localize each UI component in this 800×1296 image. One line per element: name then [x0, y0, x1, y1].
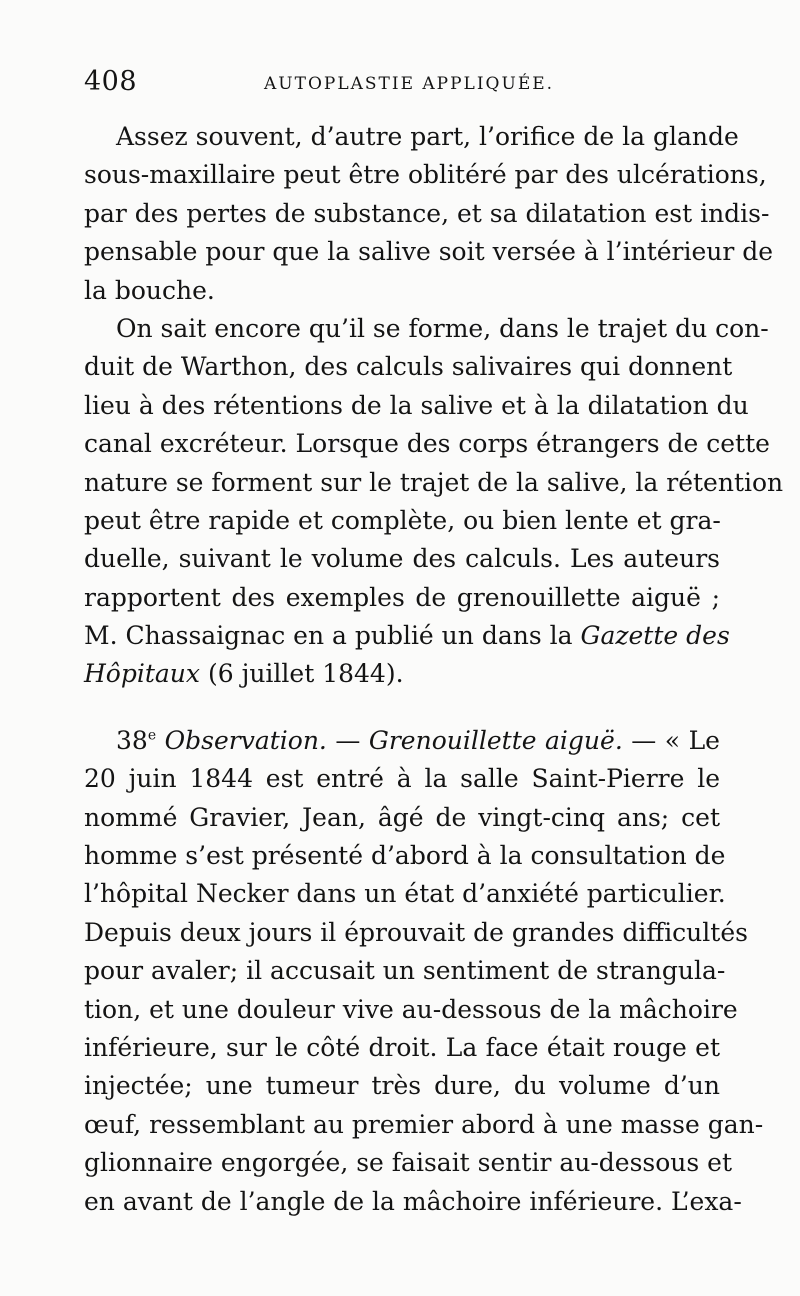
- observation-title: Observation.: [164, 725, 327, 755]
- observation-number: 38: [116, 725, 148, 755]
- observation-heading: [84, 722, 720, 760]
- text-segment: M. Chassaignac en a publié un dans la: [84, 621, 581, 651]
- paragraph-orifice: [84, 118, 774, 310]
- text-line: tion, et une douleur vive au-dessous de la mâchoire: [84, 994, 738, 1024]
- text-line: pensable pour que la salive soit versée à l’intérieur de: [84, 237, 774, 267]
- text-line: inférieure, sur le côté droit. La face était rouge et: [84, 1032, 720, 1062]
- text-line: injectée; une tumeur très dure, du volume d’un: [84, 1071, 720, 1101]
- journal-title-cont: Hôpitaux: [84, 659, 201, 689]
- text-line: homme s’est présenté d’abord à la consultation de: [84, 841, 726, 871]
- text-line: canal excréteur. Lorsque des corps étrangers de cette: [84, 429, 770, 459]
- text-line: 20 juin 1844 est entré à la salle Saint-Pierre le: [84, 764, 720, 794]
- page-header: [84, 66, 720, 106]
- text-line: [84, 655, 720, 693]
- text-line: sous-maxillaire peut être oblitéré par des ulcérations,: [84, 160, 767, 190]
- text-line: lieu à des rétentions de la salive et à la dilatation du: [84, 390, 749, 420]
- text-line: l’hôpital Necker dans un état d’anxiété particulier.: [84, 879, 726, 909]
- text-line: [84, 617, 730, 655]
- paragraph-observation: [84, 722, 764, 1221]
- paragraph-calculs: [84, 310, 784, 694]
- text-line: la bouche.: [84, 275, 215, 305]
- text-line: Depuis deux jours il éprouvait de grandes difficultés: [84, 917, 748, 947]
- dash: —: [326, 725, 369, 755]
- text-line: rapportent des exemples de grenouillette aiguë ;: [84, 582, 720, 612]
- section-gap: [84, 694, 720, 722]
- text-line: nature se forment sur le trajet de la salive, la rétention: [84, 467, 784, 497]
- text-line: duit de Warthon, des calculs salivaires qui donnent: [84, 352, 733, 382]
- text-line: duelle, suivant le volume des calculs. Les auteurs: [84, 544, 720, 574]
- running-head: AUTOPLASTIE APPLIQUÉE.: [264, 74, 555, 94]
- observation-sup: e: [147, 727, 157, 744]
- body-text: [84, 118, 784, 1221]
- page-number: 408: [84, 66, 138, 97]
- text-line: œuf, ressemblant au premier abord à une masse gan-: [84, 1109, 764, 1139]
- text-line: par des pertes de substance, et sa dilatation est indis-: [84, 198, 770, 228]
- text-line: pour avaler; il accusait un sentiment de strangula-: [84, 956, 726, 986]
- text-line: nommé Gravier, Jean, âgé de vingt-cinq ans; cet: [84, 802, 720, 832]
- text-segment: (6 juillet 1844).: [200, 659, 404, 689]
- journal-title: Gazette des: [580, 621, 730, 651]
- text-line: en avant de l’angle de la mâchoire inférieure. L’exa-: [84, 1186, 742, 1216]
- text-line: Assez souvent, d’autre part, l’orifice de la glande: [116, 122, 739, 151]
- text-line: On sait encore qu’il se forme, dans le trajet du con-: [116, 313, 769, 343]
- dash-quote: — « Le: [622, 725, 720, 755]
- observation-subject: Grenouillette aiguë.: [368, 725, 623, 755]
- text-line: glionnaire engorgée, se faisait sentir au-dessous et: [84, 1148, 733, 1178]
- text-line: peut être rapide et complète, ou bien lente et gra-: [84, 505, 721, 535]
